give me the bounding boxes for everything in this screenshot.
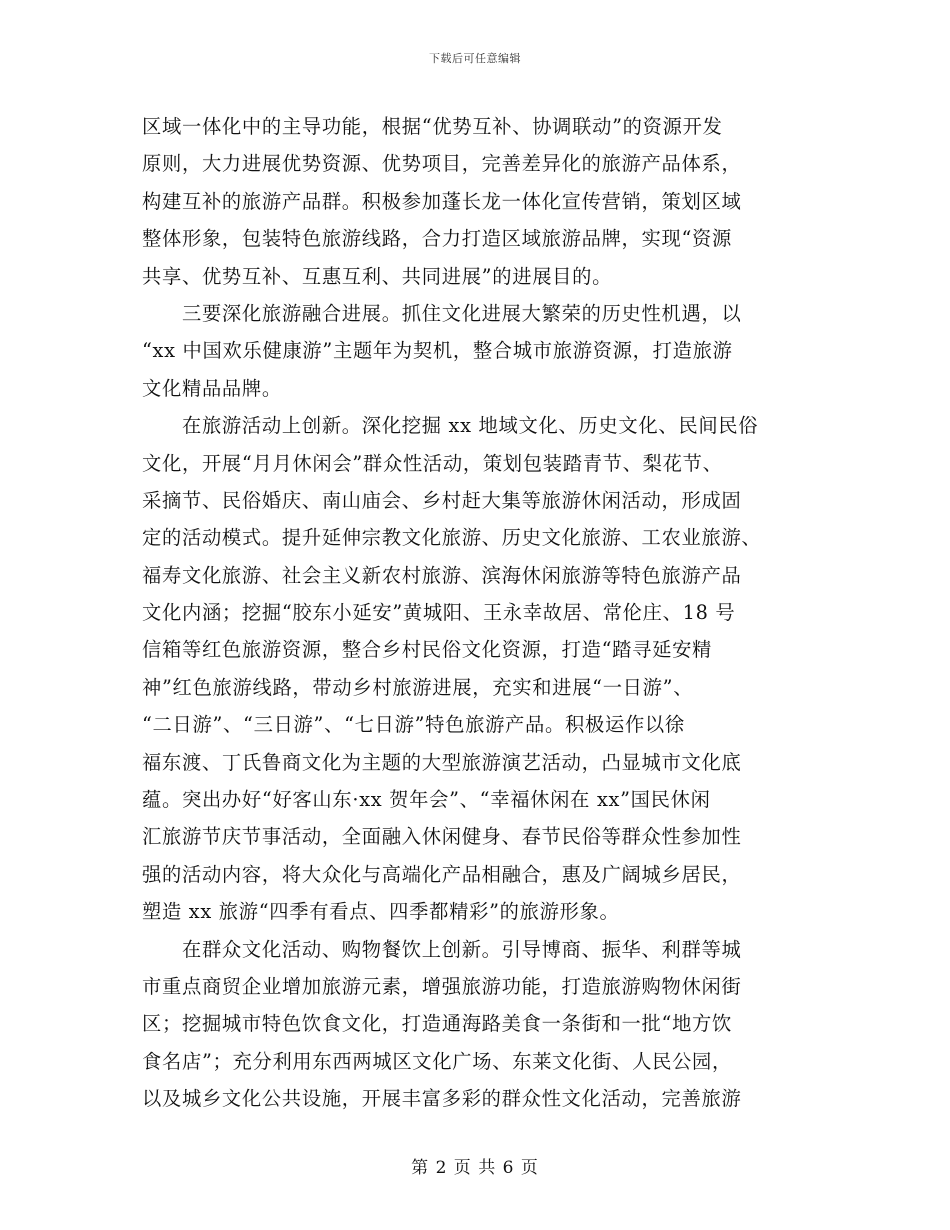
body-text [142,108,814,1118]
text-line: 神”红色旅游线路，带动乡村旅游进展，充实和进展“一日游”、 [142,675,694,699]
text-line: 信箱等红色旅游资源，整合乡村民俗文化资源，打造“踏寻延安精 [142,638,713,662]
page-header: 下载后可任意编辑 [429,52,521,65]
text-line: 文化内涵；挖掘“胶东小延安”黄城阳、王永幸故居、常伦庄、18 号 [142,601,736,625]
text-line: 食名店”；充分利用东西两城区文化广场、东莱文化街、人民公园， [142,1049,733,1073]
text-line: 三要深化旅游融合进展。抓住文化进展大繁荣的历史性机遇，以 [142,301,742,325]
page-number: 第 2 页 共 6 页 [411,1158,539,1178]
text-line: 福东渡、丁氏鲁商文化为主题的大型旅游演艺活动，凸显城市文化底 [142,750,742,774]
text-line: 汇旅游节庆节事活动，全面融入休闲健身、春节民俗等群众性参加性 [142,825,742,849]
text-line: 强的活动内容，将大众化与高端化产品相融合，惠及广阔城乡居民， [142,862,742,886]
text-line: 以及城乡文化公共设施，开展丰富多彩的群众性文化活动，完善旅游 [142,1087,742,1111]
text-line: 定的活动模式。提升延伸宗教文化旅游、历史文化旅游、工农业旅游、 [142,526,762,550]
text-line: 文化，开展“月月休闲会”群众性活动，策划包装踏青节、梨花节、 [142,451,723,475]
text-line: 在旅游活动上创新。深化挖掘 xx 地域文化、历史文化、民间民俗 [142,414,759,438]
text-line: 市重点商贸企业增加旅游元素，增强旅游功能，打造旅游购物休闲街 [142,974,742,998]
text-line: 构建互补的旅游产品群。积极参加蓬长龙一体化宣传营销，策划区域 [142,189,742,213]
text-line: 共享、优势互补、互惠互利、共同进展”的进展目的。 [142,264,613,288]
text-line: 采摘节、民俗婚庆、南山庙会、乡村赶大集等旅游休闲活动，形成固 [142,488,742,512]
text-line: 塑造 xx 旅游“四季有看点、四季都精彩”的旅游形象。 [142,900,620,924]
text-line: 蕴。突出办好“好客山东·xx 贺年会”、“幸福休闲在 xx”国民休闲 [142,788,711,812]
text-line: 福寿文化旅游、社会主义新农村旅游、滨海休闲旅游等特色旅游产品 [142,563,742,587]
text-line: “xx 中国欢乐健康游”主题年为契机，整合城市旅游资源，打造旅游 [142,339,733,363]
text-line: 文化精品品牌。 [142,376,282,400]
text-line: “二日游”、“三日游”、“七日游”特色旅游产品。积极运作以徐 [142,713,685,737]
text-line: 整体形象，包装特色旅游线路，合力打造区域旅游品牌，实现“资源 [142,227,733,251]
text-line: 在群众文化活动、购物餐饮上创新。引导博商、振华、利群等城 [142,937,742,961]
text-line: 区；挖掘城市特色饮食文化，打造通海路美食一条街和一批“地方饮 [142,1012,733,1036]
text-line: 区域一体化中的主导功能，根据“优势互补、协调联动”的资源开发 [142,115,723,138]
text-line: 原则，大力进展优势资源、优势项目，完善差异化的旅游产品体系， [142,152,742,176]
